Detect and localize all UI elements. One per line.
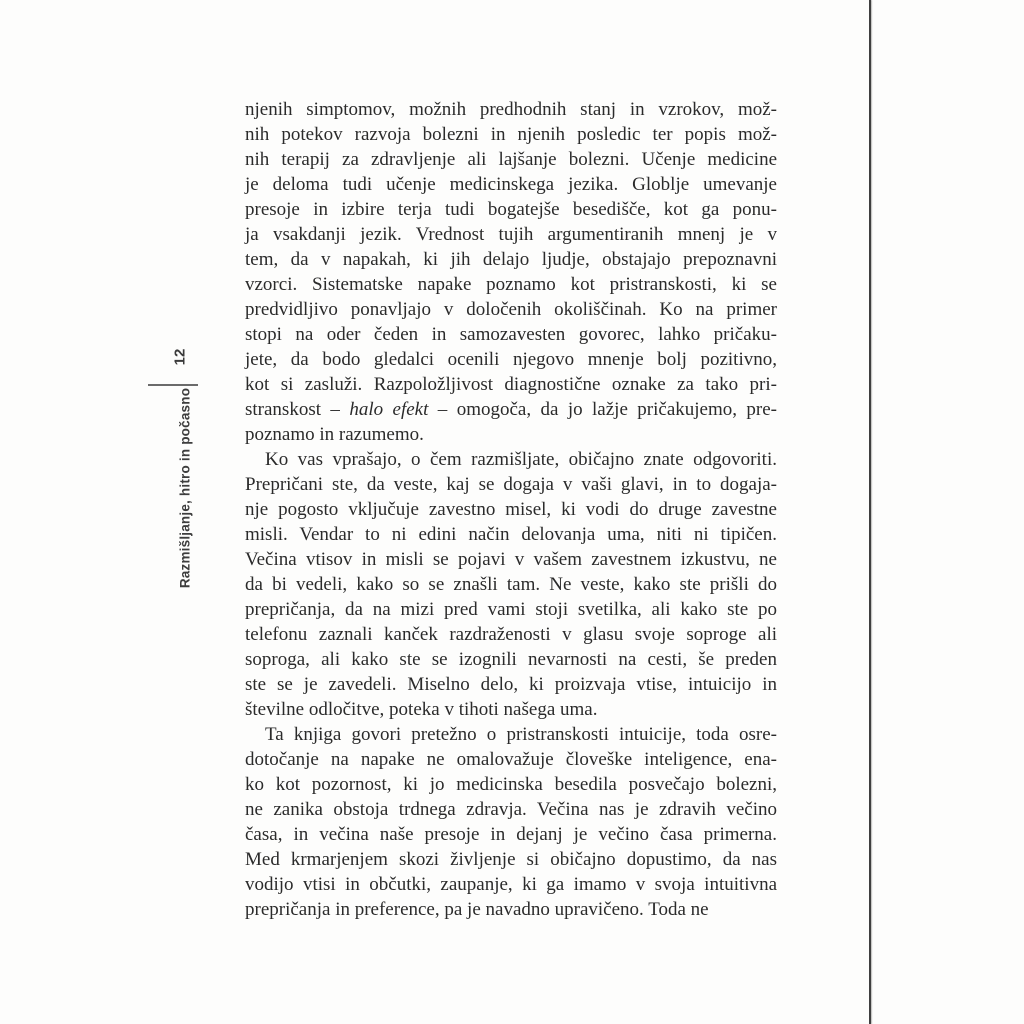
- text-line: nih terapij za zdravljenje ali lajšanje bolezni. Učenje medicine: [245, 149, 777, 170]
- page-number: 12: [171, 348, 189, 366]
- sidebar-divider-line: [148, 384, 198, 386]
- text-line: da bi vedeli, kako so se znašli tam. Ne veste, kako ste prišli do: [245, 574, 777, 595]
- body-text-block: [245, 97, 777, 922]
- text-line: prepričanja, da na mizi pred vami stoji svetilka, ali kako ste po: [245, 599, 777, 620]
- text-line: nje pogosto vključuje zavestno misel, ki vodi do druge zavestne: [245, 499, 777, 520]
- text-line: številne odločitve, poteka v tihoti našega uma.: [245, 699, 598, 720]
- text-line: presoje in izbire terja tudi bogatejše besedišče, kot ga ponu-: [245, 199, 777, 220]
- text-line: soproga, ali kako ste se izognili nevarnosti na cesti, še preden: [245, 649, 777, 670]
- text-line: Prepričani ste, da veste, kaj se dogaja v vaši glavi, in to dogaja-: [245, 474, 777, 495]
- running-title: Razmišljanje, hitro in počasno: [177, 387, 193, 589]
- text-line: ja vsakdanji jezik. Vrednost tujih argumentiranih mnenj je v: [245, 224, 777, 245]
- text-line: Večina vtisov in misli se pojavi v vašem zavestnem izkustvu, ne: [245, 549, 777, 570]
- text-line: vzorci. Sistematske napake poznamo kot pristranskosti, ki se: [245, 274, 777, 295]
- text-line: stopi na oder čeden in samozavesten govorec, lahko pričaku-: [245, 324, 777, 345]
- text-line: vodijo vtisi in občutki, zaupanje, ki ga imamo v svoja intuitivna: [245, 874, 777, 895]
- text-line: dotočanje na napake ne omalovažuje človeške inteligence, ena-: [245, 749, 777, 770]
- text-line: prepričanja in preference, pa je navadno upravičeno. Toda ne: [245, 899, 709, 920]
- text-line: predvidljivo ponavljajo v določenih okoliščinah. Ko na primer: [245, 299, 777, 320]
- text-line: nih potekov razvoja bolezni in njenih posledic ter popis mož-: [245, 124, 777, 145]
- text-line: ste se je zavedeli. Miselno delo, ki proizvaja vtise, intuicijo in: [245, 674, 777, 695]
- text-line: kot si zasluži. Razpoložljivost diagnostične oznake za tako pri-: [245, 374, 777, 395]
- page-edge-line: [869, 0, 871, 1024]
- paragraph: [245, 447, 777, 722]
- text-line: tem, da v napakah, ki jih delajo ljudje, obstajajo prepoznavni: [245, 249, 777, 270]
- text-line: njenih simptomov, možnih predhodnih stanj in vzrokov, mož-: [245, 99, 777, 120]
- paragraph: [245, 722, 777, 922]
- text-line: ko kot pozornost, ki jo medicinska besedila posvečajo bolezni,: [245, 774, 777, 795]
- text-line: Ko vas vprašajo, o čem razmišljate, običajno znate odgovoriti.: [265, 449, 777, 470]
- paragraph: [245, 97, 777, 447]
- text-line: stranskost – halo efekt – omogoča, da jo lažje pričakujemo, pre-: [245, 399, 778, 420]
- text-line: Ta knjiga govori pretežno o pristranskosti intuicije, toda osre-: [265, 724, 777, 745]
- text-line: telefonu zaznali kanček razdraženosti v glasu svoje soproge ali: [245, 624, 777, 645]
- text-line: jete, da bodo gledalci ocenili njegovo mnenje bolj pozitivno,: [245, 349, 777, 370]
- text-line: misli. Vendar to ni edini način delovanja uma, niti ni tipičen.: [245, 524, 777, 545]
- text-line: poznamo in razumemo.: [245, 424, 424, 445]
- text-line: časa, in večina naše presoje in dejanj je večino časa primerna.: [245, 824, 777, 845]
- text-line: Med krmarjenjem skozi življenje si običajno dopustimo, da nas: [245, 849, 777, 870]
- text-line: ne zanika obstoja trdnega zdravja. Večina nas je zdravih večino: [245, 799, 777, 820]
- text-line: je deloma tudi učenje medicinskega jezika. Globlje umevanje: [245, 174, 777, 195]
